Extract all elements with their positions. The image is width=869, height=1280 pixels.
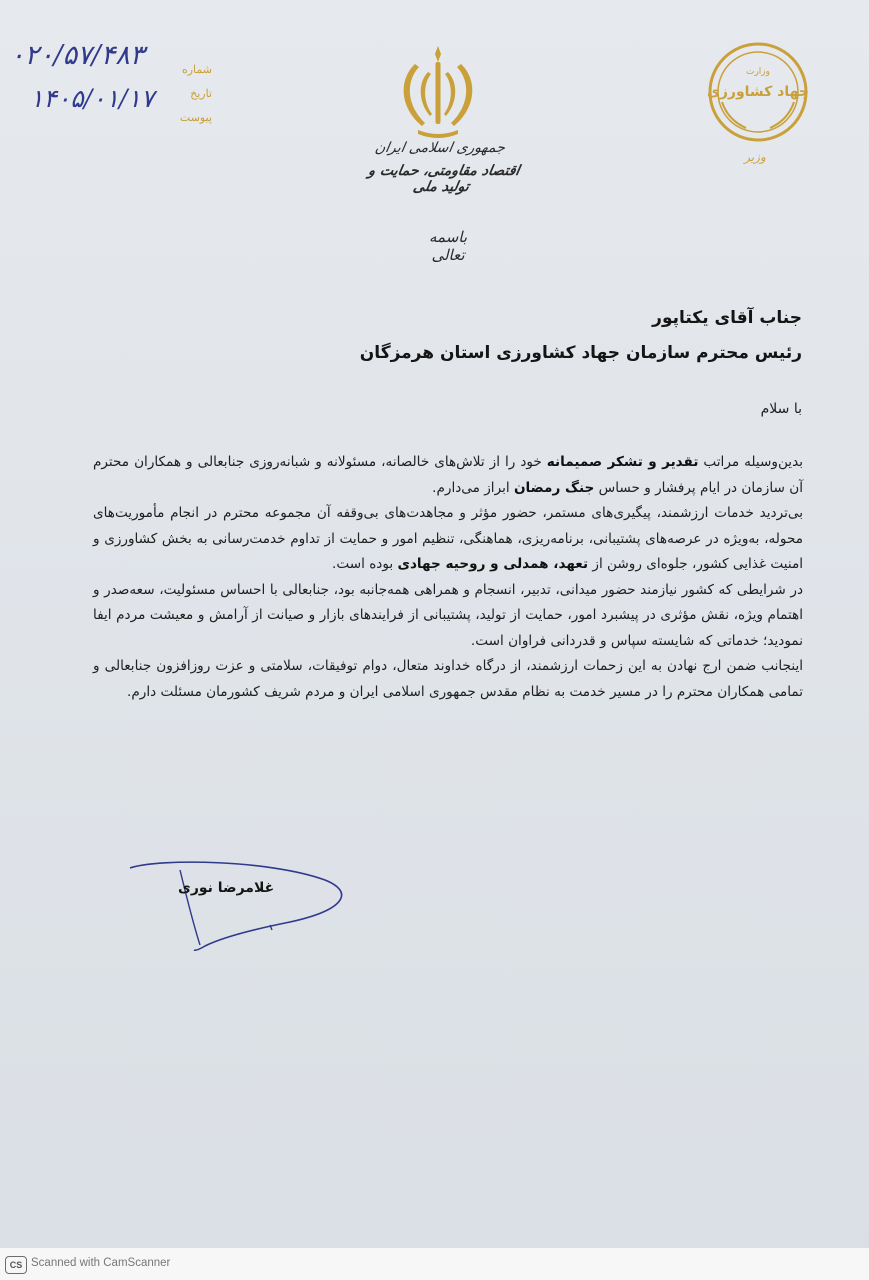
signer-name: غلامرضا نوری xyxy=(178,880,275,896)
country-line: جمهوری اسلامی ایران xyxy=(373,140,507,156)
body-text: ابراز می‌دارم. xyxy=(432,479,514,496)
scanner-footer xyxy=(0,1248,869,1280)
seal-top-text: وزارت xyxy=(745,67,771,77)
slogan-line: اقتصاد مقاومتی، حمایت و تولید ملی xyxy=(366,163,521,195)
body-emphasis: تقدیر و تشکر صمیمانه xyxy=(546,454,699,470)
letter-date: ۱۴۰۵/۰۱/۱۷ xyxy=(30,84,155,113)
honorific: باسمه تعالی xyxy=(428,228,468,264)
letter-number: ۰۲۰/۵۷/۴۸۳ xyxy=(10,40,145,71)
meta-label-attachment: پیوست xyxy=(179,111,212,124)
body-text: بی‌تردید خدمات ارزشمند، پیگیری‌های مستمر، حضور مؤثر و مجاهدت‌های بی‌وقفه آن مجموعه محترم در انجام مأموریت‌های محوله، به‌ویژه در عرصه‌های پشتیبانی، برنامه‌ریزی، هماهنگی، تنظیم امور و حمایت از تداوم خدمت‌رسانی به بخش کشاورزی و امنیت غذایی کشور، جلوه‌ای روشن از xyxy=(93,505,803,572)
body-paragraph-2 xyxy=(93,501,803,578)
scanner-watermark-text: Scanned with CamScanner xyxy=(31,1257,171,1269)
camscanner-logo-icon: CS xyxy=(5,1256,27,1274)
iran-emblem-icon xyxy=(388,42,488,142)
ministry-seal-icon xyxy=(706,40,810,144)
body-emphasis: تعهد، همدلی و روحیه جهادی xyxy=(397,556,589,572)
body-text: خود را از تلاش‌های خالصانه، مسئولانه و شبانه‌روزی جنابعالی و همکاران محترم آن سازمان در ایام پرفشار و حساس xyxy=(93,454,803,496)
body-paragraph-1 xyxy=(93,450,803,501)
body-paragraph-4: اینجانب ضمن ارج نهادن به این زحمات ارزشمند، از درگاه خداوند متعال، دوام توفیقات، سلامتی و عزت روزافزون جنابعالی و تمامی همکاران محترم را در مسیر خدمت به نظام مقدس جمهوری اسلامی ایران و مردم شریف کشورمان مسئلت دارم. xyxy=(93,658,803,700)
recipient-name: جناب آقای یکتاپور xyxy=(652,308,802,328)
seal-main-text: جهاد کشاورزی xyxy=(707,84,809,100)
greeting: با سلام xyxy=(760,401,802,417)
body-text: بوده است. xyxy=(332,556,398,572)
body-emphasis: جنگ رمضان xyxy=(513,479,595,496)
body-text: بدین‌وسیله مراتب xyxy=(698,454,803,470)
handwritten-signature xyxy=(120,850,355,960)
minister-label: وزیر xyxy=(744,150,766,164)
recipient-title: رئیس محترم سازمان جهاد کشاورزی استان هرمزگان xyxy=(359,343,802,363)
meta-label-number: شماره xyxy=(181,63,212,76)
body-paragraph-3: در شرایطی که کشور نیازمند حضور میدانی، تدبیر، انسجام و همراهی همه‌جانبه بود، جنابعالی با احساس مسئولیت، سعه‌صدر و اهتمام ویژه، نقش مؤثری در پیشبرد امور، حمایت از تولید، پشتیبانی از فرایندهای بازار و صیانت از آرامش و معیشت مردم ایفا نمودید؛ خدماتی که شایسته سپاس و قدردانی فراوان است. xyxy=(93,581,803,649)
letter-body xyxy=(93,450,803,705)
meta-label-date: تاریخ xyxy=(190,87,212,100)
